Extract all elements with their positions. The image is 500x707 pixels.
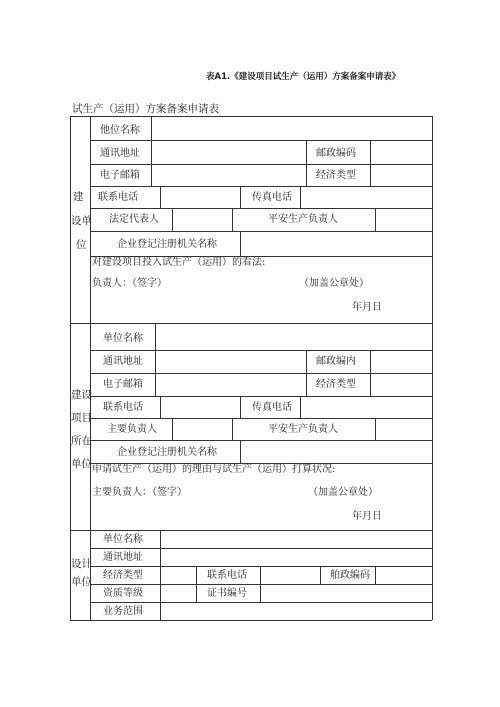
label-main-lead: 主要负责人 [107, 424, 157, 435]
label-postcode-3: 舶政编码 [330, 570, 370, 581]
seal-placeholder: （加盖公章处） [299, 278, 369, 289]
date-label-2: 年月日 [352, 511, 382, 522]
section2-title-2: 项目 [71, 412, 92, 424]
main-lead-signature: 主要负责人：（签字） [92, 487, 187, 498]
label-unit-name: 他位名称 [100, 125, 140, 136]
section1-title-3: 位 [76, 239, 87, 251]
label-qualification: 资质等级 [103, 588, 143, 599]
label-unit-name-2: 单位名称 [103, 333, 143, 344]
label-unit-name-3: 单位名称 [103, 534, 143, 545]
label-business-scope: 业务范围 [103, 606, 143, 617]
section1-title-2: 设单 [71, 215, 92, 227]
section1-title-1: 建 [73, 191, 84, 203]
label-economic-type-3: 经济类型 [103, 570, 143, 581]
reason-heading: 申请试生产（运用）的理由与试生产（运用）打算状况: [92, 464, 336, 475]
form-subtitle: 试生产（运用）方案备案申请表 [72, 103, 219, 115]
label-safety-lead-2: 平安生产负责人 [268, 424, 338, 435]
label-legal-rep: 法定代表人 [109, 214, 159, 225]
label-address: 通讯地址 [100, 148, 140, 159]
label-fax: 传真电话 [252, 192, 292, 203]
label-reg-authority-2: 企业登记注册机关名称 [117, 447, 217, 458]
label-email-2: 电子邮箱 [103, 379, 143, 390]
section2-title-4: 单位 [71, 458, 92, 470]
label-phone: 联系电话 [98, 192, 138, 203]
section2-title-1: 建设 [71, 389, 92, 401]
label-fax-2: 传真电话 [252, 402, 292, 413]
section3-title-2: 单位 [71, 576, 92, 588]
seal-placeholder-2: （加盖公章处） [308, 487, 378, 498]
section3-title-1: 设计 [71, 558, 92, 570]
form-caption: 表A1.《建设项目试生产（运用）方案备案申请表》 [206, 72, 401, 82]
label-certificate: 证书编号 [207, 588, 247, 599]
label-economic-type-2: 经济类型 [316, 379, 356, 390]
label-safety-lead: 平安生产负责人 [268, 214, 338, 225]
label-postcode: 邮政编码 [316, 148, 356, 159]
label-economic-type: 经济类型 [316, 170, 356, 181]
label-phone-2: 联系电话 [103, 402, 143, 413]
responsible-signature: 负责人：（签字） [92, 278, 167, 289]
label-postcode-2: 邮政编内 [316, 356, 356, 367]
label-email: 电子邮箱 [100, 170, 140, 181]
opinion-heading: 对建设项目投入试生产（运用）的看法: [92, 257, 266, 268]
label-address-2: 通讯地址 [103, 356, 143, 367]
label-address-3: 通讯地址 [103, 552, 143, 563]
date-label: 年月日 [352, 302, 382, 313]
section2-title-3: 所在 [71, 435, 92, 447]
label-reg-authority: 企业登记注册机关名称 [117, 239, 217, 250]
label-phone-3: 联系电话 [207, 570, 247, 581]
